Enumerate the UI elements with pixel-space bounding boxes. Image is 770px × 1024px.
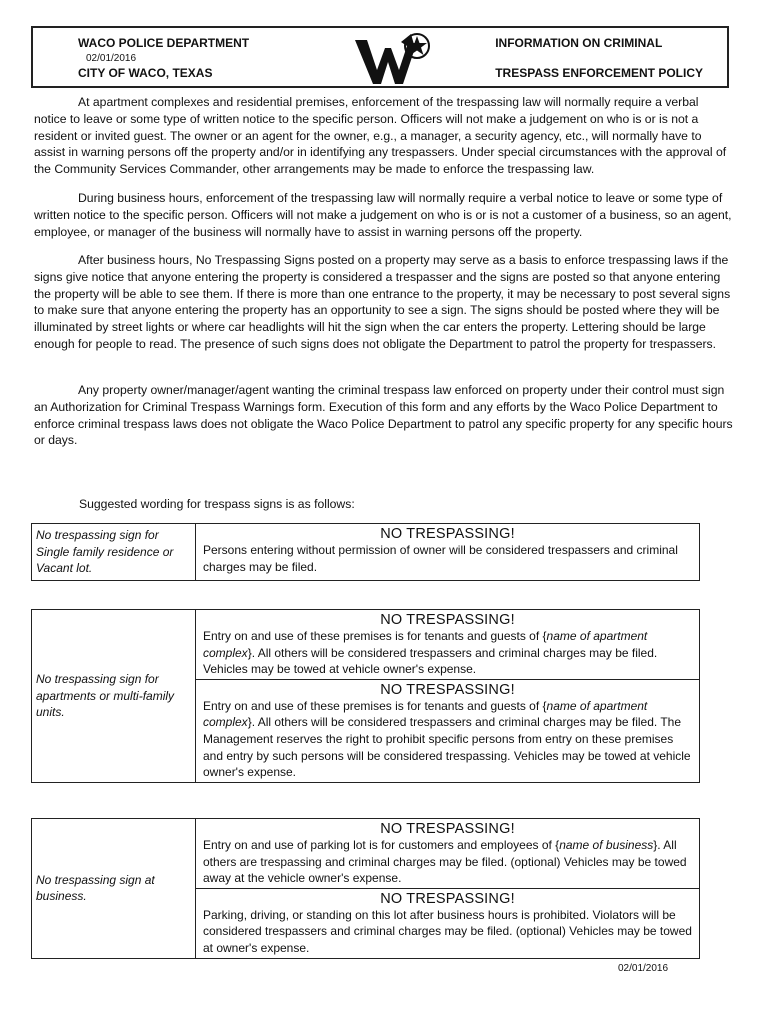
- sign-label-apartments: No trespassing sign for apartments or multi-family units.: [32, 610, 196, 783]
- sign-title: NO TRESPASSING!: [380, 821, 515, 837]
- header-left: [78, 36, 249, 80]
- sign-body: Parking, driving, or standing on this lot after business hours is prohibited. Violators will be considered trespassers and criminal charges may be filed. (optional) Vehicles may be towed at owner's expense.: [203, 907, 692, 955]
- sign-cell-residence: [196, 524, 700, 581]
- sign-label-business: No trespassing sign at business.: [32, 819, 196, 959]
- sign-table-residence: [31, 523, 700, 581]
- sign-title: NO TRESPASSING!: [380, 681, 515, 698]
- suggested-wording-intro: Suggested wording for trespass signs is as follows:: [79, 497, 355, 511]
- sign-body: Entry on and use of these premises is for tenants and guests of {name of apartment complex}. All others will be considered trespassers and criminal charges may be filed. Vehicles may be towed at vehicle owner's expense.: [203, 629, 658, 677]
- sign-body: Entry on and use of parking lot is for customers and employees of {name of business}. All others are trespassing and criminal charges may be filed. (optional) Vehicles may be towed away at the vehicle owner's expense.: [203, 838, 687, 886]
- paragraph-authorization: Any property owner/manager/agent wanting the criminal trespass law enforced on property under their control must sign an Authorization for Criminal Trespass Warnings form. Execution of this form and any efforts by the Waco Police Department to enforce criminal trespass laws does not obligate the Waco Police Department to patrol any specific property for any specific hours or days.: [34, 383, 733, 448]
- city-name: CITY OF WACO, TEXAS: [78, 66, 213, 80]
- sign-cell-business-1: [196, 819, 700, 889]
- sign-title: NO TRESPASSING!: [380, 526, 515, 542]
- info-title: INFORMATION ON CRIMINAL: [495, 36, 663, 50]
- paragraph-after-hours: After business hours, No Trespassing Signs posted on a property may serve as a basis to enforce trespassing laws if the signs give notice that anyone entering the property is considered a trespasser and the signs are posted so that anyone entering the property will be able to see them. If there is more than one entrance to the property, it may be necessary to post several signs to make sure that anyone entering the property has an opportunity to see a sign. The signs should be posted where they will be illuminated by street lights or where car headlights will hit the sign when the car enters the property. Lettering should be large enough for people to read. The presence of such signs does not obligate the Department to patrol the property for trespassers.: [34, 253, 731, 351]
- sign-table-apartments: [31, 609, 700, 783]
- sign-title: NO TRESPASSING!: [380, 612, 515, 628]
- sign-body: Entry on and use of these premises is for tenants and guests of {name of apartment complex}. All others will be considered trespassers and criminal charges may be filed. The Management reserves the right to prohibit specific persons from entry on these premises and entry by such persons will be considered trespassing. Vehicles may be towed at vehicle owner's expense.: [203, 698, 691, 780]
- paragraph-apartments: At apartment complexes and residential premises, enforcement of the trespassing law will normally require a verbal notice to leave or some type of written notice to the specific person. Officers will not make a judgement on who is or is not a resident or invited guest. The owner or an agent for the owner, e.g., a manager, a security agency, etc., will normally have to assist in warning persons off the property and/or in identifying any trespassers. Under special circumstances with the approval of the Community Services Commander, other arrangements may be made to enforce the trespassing law.: [34, 95, 727, 177]
- sign-cell-apartments-2: [196, 679, 700, 782]
- paragraph-business-hours: During business hours, enforcement of the trespassing law will normally require a verbal notice to leave or some type of written notice to the specific person. Officers will not make a judgement on who is or is not a customer of a business, so an agent, employee, or manager of the business will normally have to assist in warning persons off the property.: [34, 191, 732, 239]
- sign-cell-apartments-1: [196, 610, 700, 680]
- footer-date: 02/01/2016: [618, 963, 669, 974]
- header-date: 02/01/2016: [86, 53, 137, 64]
- sign-body: Persons entering without permission of owner will be considered trespassers and criminal charges may be filed.: [203, 543, 678, 574]
- waco-logo-icon: [351, 30, 437, 86]
- sign-table-business: [31, 818, 700, 959]
- document-header: [31, 26, 729, 88]
- header-right: [495, 36, 703, 80]
- sign-label-residence: No trespassing sign for Single family residence or Vacant lot.: [32, 524, 196, 581]
- sign-cell-business-2: [196, 888, 700, 958]
- department-name: WACO POLICE DEPARTMENT: [78, 36, 250, 50]
- sign-title: NO TRESPASSING!: [380, 890, 515, 907]
- policy-title: TRESPASS ENFORCEMENT POLICY: [495, 66, 703, 80]
